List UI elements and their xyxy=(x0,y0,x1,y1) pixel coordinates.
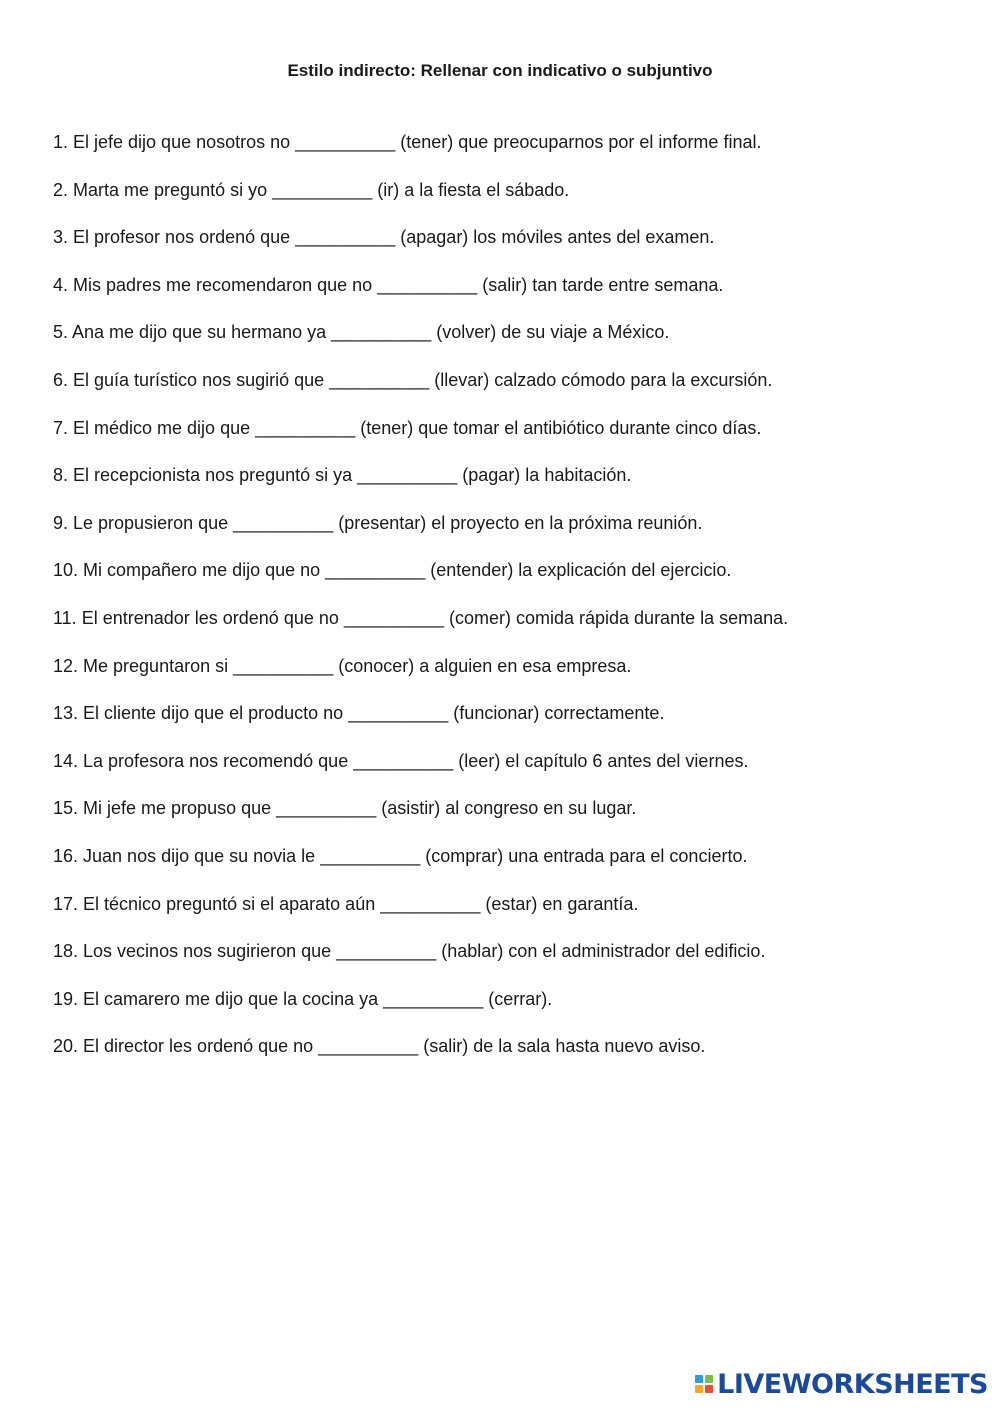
logo-mark-cell xyxy=(695,1385,703,1393)
exercise-item: 13. El cliente dijo que el producto no __________ (funcionar) correctamente. xyxy=(53,703,665,724)
exercise-item: 15. Mi jefe me propuso que __________ (asistir) al congreso en su lugar. xyxy=(53,798,637,819)
liveworksheets-logo[interactable] xyxy=(695,1368,988,1400)
exercise-item: 20. El director les ordenó que no __________ (salir) de la sala hasta nuevo aviso. xyxy=(53,1036,706,1057)
exercise-item: 17. El técnico preguntó si el aparato aún __________ (estar) en garantía. xyxy=(53,893,639,914)
logo-mark-icon xyxy=(695,1375,713,1393)
exercise-item: 18. Los vecinos nos sugirieron que __________ (hablar) con el administrador del edificio. xyxy=(53,941,766,962)
exercise-item: 4. Mis padres me recomendaron que no __________ (salir) tan tarde entre semana. xyxy=(53,274,724,295)
exercise-item: 10. Mi compañero me dijo que no __________ (entender) la explicación del ejercicio. xyxy=(53,560,732,581)
exercise-item: 3. El profesor nos ordenó que __________ (apagar) los móviles antes del examen. xyxy=(53,227,715,248)
logo-mark-cell xyxy=(705,1375,713,1383)
exercise-item: 8. El recepcionista nos preguntó si ya __________ (pagar) la habitación. xyxy=(53,465,632,486)
logo-mark-cell xyxy=(705,1385,713,1393)
exercise-item: 7. El médico me dijo que __________ (tener) que tomar el antibiótico durante cinco días. xyxy=(53,417,762,438)
exercise-item: 1. El jefe dijo que nosotros no __________ (tener) que preocuparnos por el informe final. xyxy=(53,132,762,152)
exercise-item: 12. Me preguntaron si __________ (conocer) a alguien en esa empresa. xyxy=(53,655,632,676)
exercise-item: 19. El camarero me dijo que la cocina ya __________ (cerrar). xyxy=(53,988,553,1009)
exercise-item: 2. Marta me preguntó si yo __________ (ir) a la fiesta el sábado. xyxy=(53,179,570,200)
exercise-item: 5. Ana me dijo que su hermano ya __________ (volver) de su viaje a México. xyxy=(53,322,670,343)
exercise-item: 14. La profesora nos recomendó que __________ (leer) el capítulo 6 antes del viernes. xyxy=(53,750,749,771)
exercise-list xyxy=(53,130,973,1082)
exercise-item: 16. Juan nos dijo que su novia le __________ (comprar) una entrada para el concierto. xyxy=(53,845,748,866)
logo-mark-cell xyxy=(695,1375,703,1383)
exercise-item: 9. Le propusieron que __________ (presentar) el proyecto en la próxima reunión. xyxy=(53,512,703,533)
exercise-item: 11. El entrenador les ordenó que no __________ (comer) comida rápida durante la semana. xyxy=(53,607,789,628)
worksheet-title: Estilo indirecto: Rellenar con indicativo o subjuntivo xyxy=(287,61,713,80)
logo-text: LIVEWORKSHEETS xyxy=(717,1368,988,1400)
exercise-item: 6. El guía turístico nos sugirió que __________ (llevar) calzado cómodo para la excursión. xyxy=(53,369,773,390)
